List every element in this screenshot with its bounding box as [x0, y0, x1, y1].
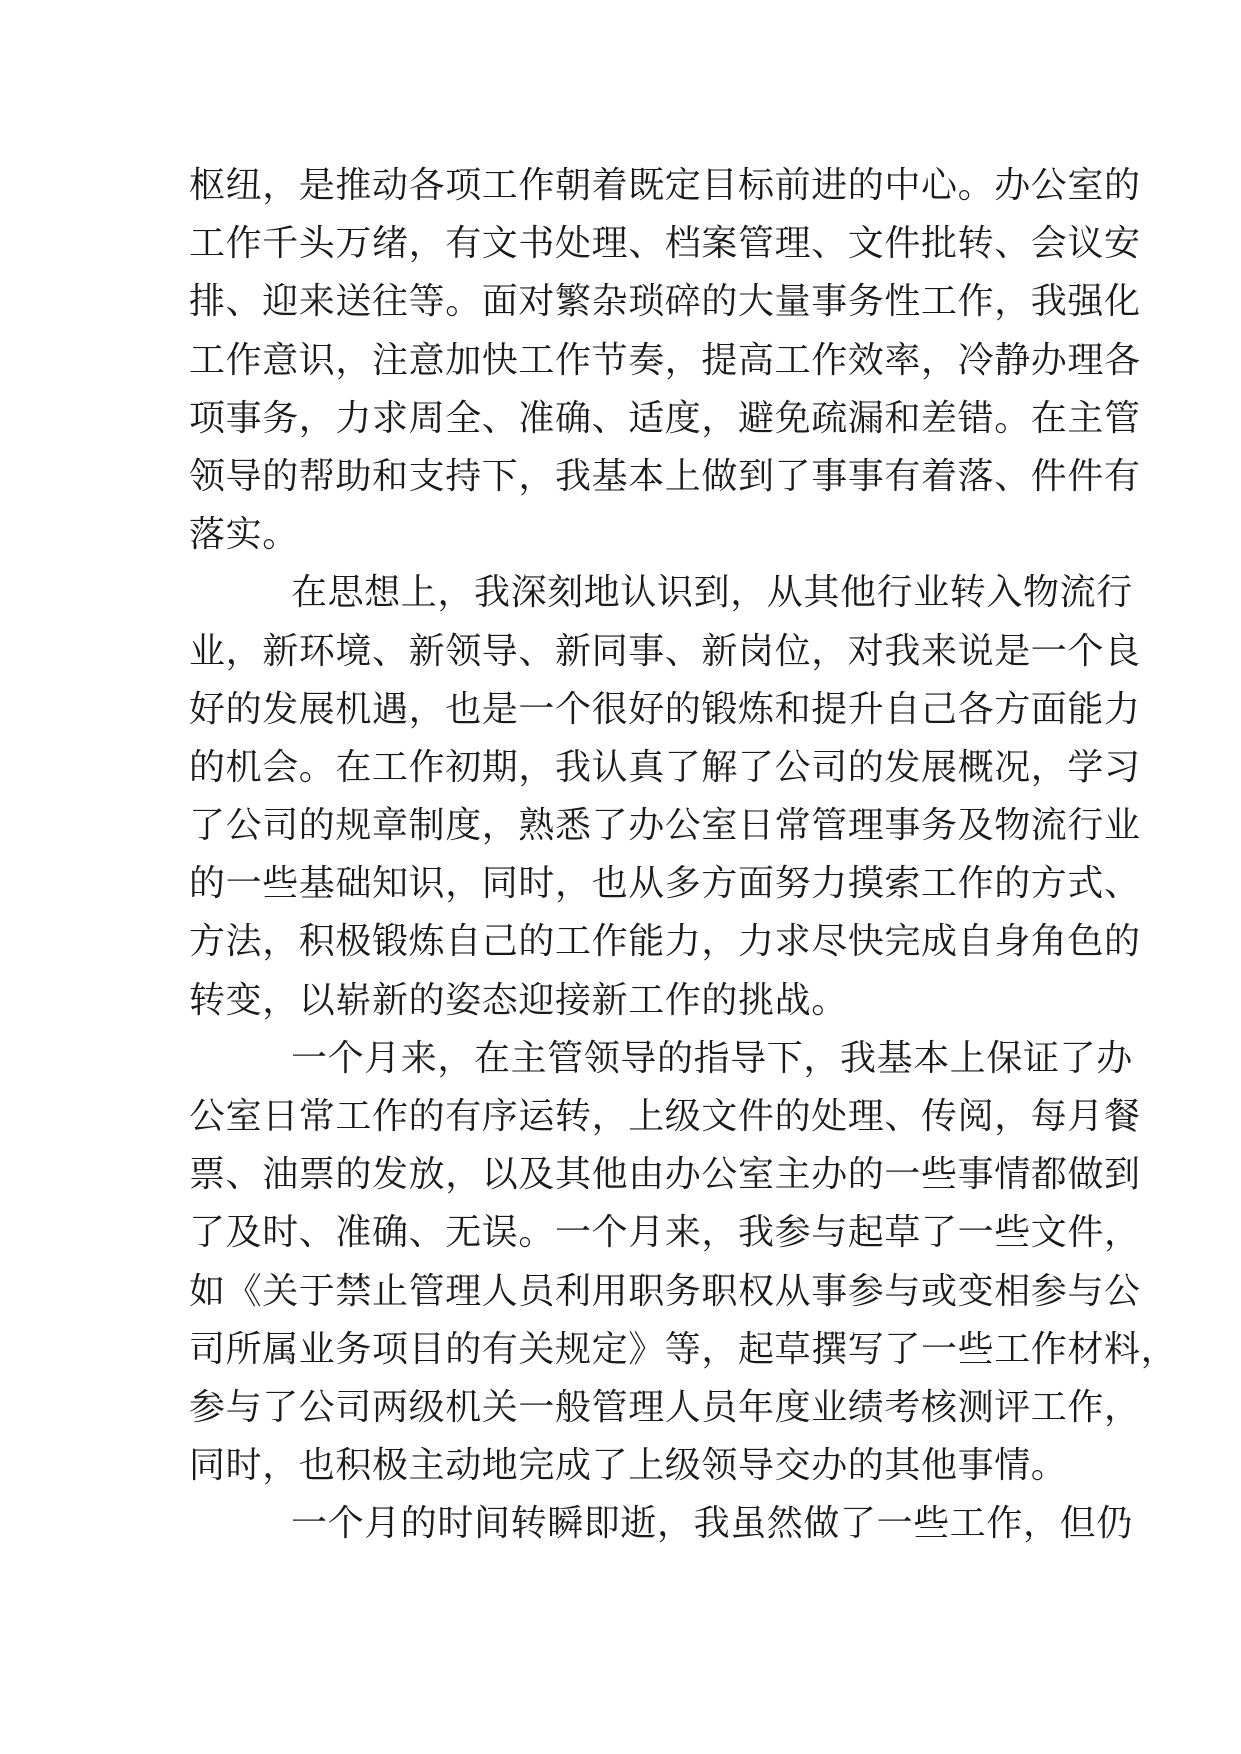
text-line: 如《关于禁止管理人员利用职务职权从事参与或变相参与公 — [189, 1270, 1141, 1312]
document-body — [189, 157, 1178, 1554]
text-line: 转变，以崭新的姿态迎接新工作的挑战。 — [189, 979, 848, 1021]
text-line: 落实。 — [189, 514, 299, 556]
text-line: 排、迎来送往等。面对繁杂琐碎的大量事务性工作，我强化 — [189, 281, 1141, 323]
text-line: 票、油票的发放，以及其他由办公室主办的一些事情都做到 — [189, 1154, 1141, 1196]
text-line: 工作意识，注意加快工作节奏，提高工作效率，冷静办理各 — [189, 339, 1141, 381]
text-line: 业，新环境、新领导、新同事、新岗位，对我来说是一个良 — [189, 630, 1141, 672]
paragraph-office-hub — [189, 157, 1141, 564]
paragraph-month-work — [189, 1030, 1178, 1496]
text-line: 方法，积极锻炼自己的工作能力，力求尽快完成自身角色的 — [189, 921, 1141, 963]
text-line: 了及时、准确、无误。一个月来，我参与起草了一些文件， — [189, 1212, 1141, 1254]
text-line: 了公司的规章制度，熟悉了办公室日常管理事务及物流行业 — [189, 805, 1141, 847]
text-line: 参与了公司两级机关一般管理人员年度业绩考核测评工作， — [189, 1386, 1141, 1428]
text-line: 的机会。在工作初期，我认真了解了公司的发展概况，学习 — [189, 746, 1141, 788]
text-line: 公室日常工作的有序运转，上级文件的处理、传阅，每月餐 — [189, 1096, 1141, 1137]
text-line: 在思想上，我深刻地认识到，从其他行业转入物流行 — [291, 572, 1133, 614]
text-line: 一个月来，在主管领导的指导下，我基本上保证了办 — [291, 1037, 1133, 1079]
text-line: 同时，也积极主动地完成了上级领导交办的其他事情。 — [189, 1445, 1068, 1487]
paragraph-thinking — [189, 564, 1141, 1030]
text-line: 领导的帮助和支持下，我基本上做到了事事有着落、件件有 — [189, 455, 1141, 497]
paragraph-time-passes — [189, 1495, 1133, 1553]
text-line: 工作千头万绪，有文书处理、档案管理、文件批转、会议安 — [189, 223, 1141, 265]
text-line: 枢纽，是推动各项工作朝着既定目标前进的中心。办公室的 — [189, 165, 1141, 206]
text-line: 司所属业务项目的有关规定》等，起草撰写了一些工作材料， — [189, 1328, 1178, 1370]
text-line: 的一些基础知识，同时，也从多方面努力摸索工作的方式、 — [189, 863, 1141, 905]
text-line: 好的发展机遇，也是一个很好的锻炼和提升自己各方面能力 — [189, 688, 1141, 730]
text-line: 项事务，力求周全、准确、适度，避免疏漏和差错。在主管 — [189, 397, 1141, 439]
text-line: 一个月的时间转瞬即逝，我虽然做了一些工作，但仍 — [291, 1503, 1133, 1545]
